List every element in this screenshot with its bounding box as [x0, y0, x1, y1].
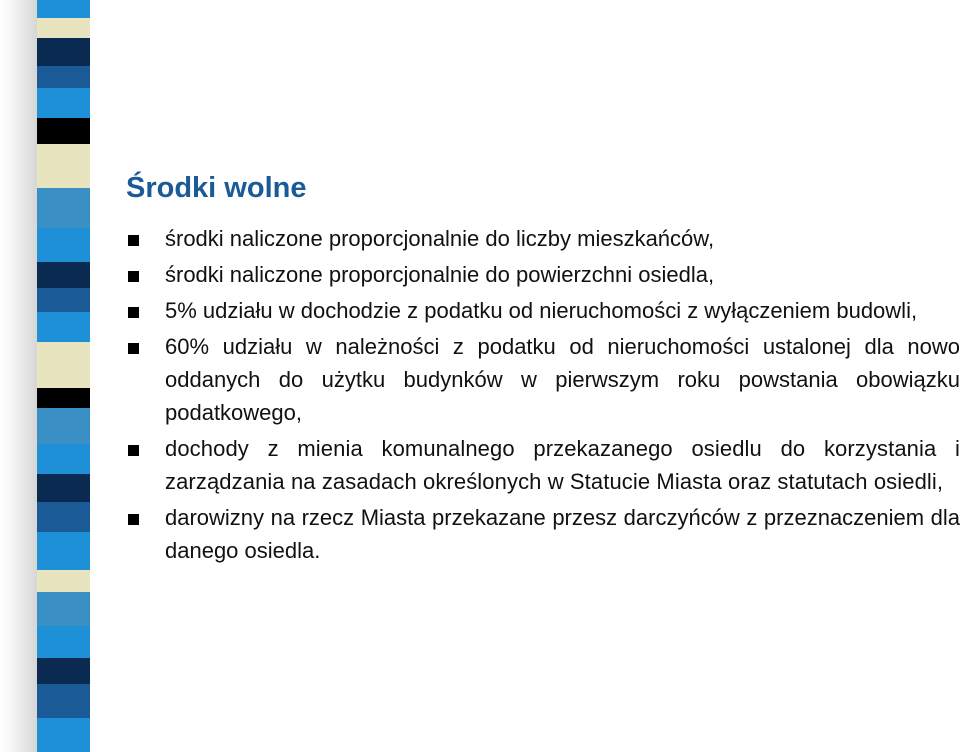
color-strip-block [37, 342, 90, 388]
square-bullet-icon [128, 343, 139, 354]
color-strip-block [37, 38, 90, 66]
color-strip-block [37, 262, 90, 288]
color-strip-block [37, 66, 90, 88]
square-bullet-icon [128, 445, 139, 456]
color-strip-block [37, 312, 90, 342]
color-strip-block [37, 718, 90, 752]
bullet-item [126, 222, 960, 255]
color-strip-block [37, 228, 90, 262]
slide-title: Środki wolne [126, 172, 307, 204]
bullet-text: darowizny na rzecz Miasta przekazane przesz darczyńców z przeznaczeniem dla danego osiedla. [165, 505, 960, 563]
color-strip-block [37, 592, 90, 626]
color-strip-block [37, 118, 90, 144]
bullet-item [126, 330, 960, 429]
bullet-text: dochody z mienia komunalnego przekazanego osiedlu do korzystania i zarządzania na zasadach określonych w Statucie Miasta oraz statutach osiedli, [165, 436, 960, 494]
bullet-text: 60% udziału w należności z podatku od nieruchomości ustalonej dla nowo oddanych do użytku budynków w pierwszym roku powstania obowiązku podatkowego, [165, 334, 960, 425]
bullet-item [126, 258, 960, 291]
color-strip-block [37, 570, 90, 592]
square-bullet-icon [128, 271, 139, 282]
color-strip-block [37, 408, 90, 444]
color-strip-block [37, 144, 90, 188]
color-strip-block [37, 188, 90, 228]
square-bullet-icon [128, 514, 139, 525]
color-strip-block [37, 444, 90, 474]
color-strip-block [37, 388, 90, 408]
color-strip-block [37, 18, 90, 38]
bullet-text: 5% udziału w dochodzie z podatku od nieruchomości z wyłączeniem budowli, [165, 298, 918, 323]
color-strip-block [37, 288, 90, 312]
bullet-item [126, 432, 960, 498]
bullet-item [126, 294, 960, 327]
color-strip-block [37, 474, 90, 502]
color-strip-block [37, 684, 90, 718]
color-strip-block [37, 88, 90, 118]
bullet-text: środki naliczone proporcjonalnie do powierzchni osiedla, [165, 262, 715, 287]
bullet-list [126, 222, 960, 570]
left-shadow-strip [0, 0, 37, 752]
color-strip-block [37, 0, 90, 18]
decorative-color-strip [37, 0, 90, 752]
color-strip-block [37, 658, 90, 684]
square-bullet-icon [128, 235, 139, 246]
color-strip-block [37, 626, 90, 658]
bullet-item [126, 501, 960, 567]
bullet-text: środki naliczone proporcjonalnie do liczby mieszkańców, [165, 226, 715, 251]
color-strip-block [37, 502, 90, 532]
color-strip-block [37, 532, 90, 570]
square-bullet-icon [128, 307, 139, 318]
